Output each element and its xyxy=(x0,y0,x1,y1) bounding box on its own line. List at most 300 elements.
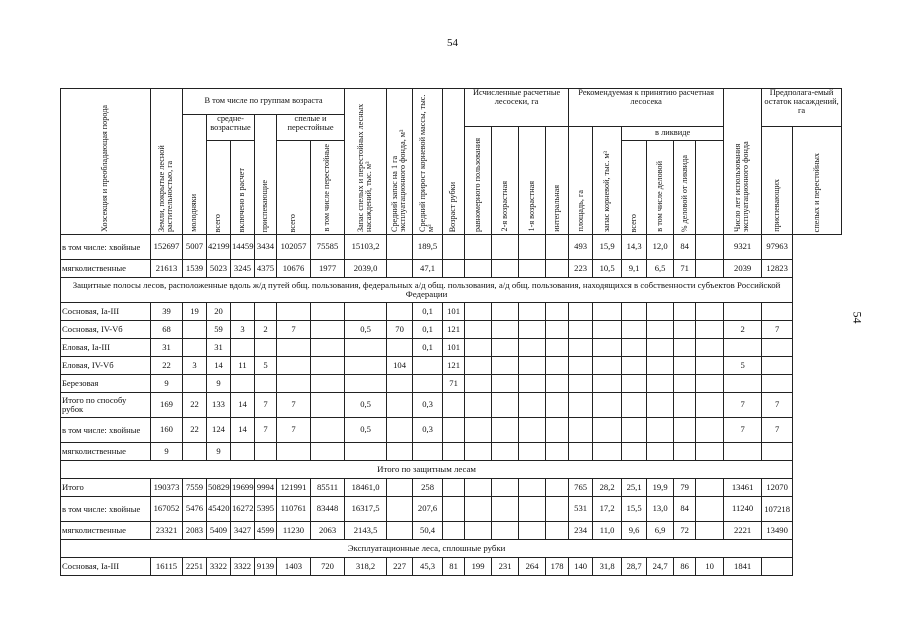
table-cell xyxy=(647,443,674,461)
table-cell: 16115 xyxy=(151,558,183,576)
table-cell xyxy=(255,375,277,393)
table-cell xyxy=(569,393,593,418)
table-row xyxy=(61,443,842,461)
table-cell xyxy=(345,357,387,375)
table-cell xyxy=(696,375,724,393)
table-cell xyxy=(647,357,674,375)
table-cell: 227 xyxy=(387,558,413,576)
table-cell: 0,3 xyxy=(413,393,443,418)
table-cell: 15,5 xyxy=(622,497,647,522)
table-cell: 11230 xyxy=(277,522,311,540)
table-row xyxy=(61,375,842,393)
table-cell: 42199 xyxy=(207,235,231,260)
table-cell: 9,6 xyxy=(622,522,647,540)
table-cell: 14 xyxy=(207,357,231,375)
table-cell xyxy=(519,375,546,393)
table-cell xyxy=(492,339,519,357)
table-cell xyxy=(465,443,492,461)
table-cell xyxy=(387,497,413,522)
table-row xyxy=(61,497,842,522)
table-cell: 3245 xyxy=(231,260,255,278)
section-title: Итого по защитным лесам xyxy=(61,461,793,479)
table-cell xyxy=(311,443,345,461)
table-cell: 31 xyxy=(151,339,183,357)
table-cell xyxy=(492,357,519,375)
table-cell xyxy=(519,418,546,443)
table-cell: 20 xyxy=(207,303,231,321)
table-cell xyxy=(443,443,465,461)
table-cell xyxy=(546,260,569,278)
table-cell xyxy=(696,235,724,260)
row-label: Еловая, Ia-III xyxy=(61,339,151,357)
table-cell xyxy=(519,393,546,418)
table-cell xyxy=(674,357,696,375)
table-cell xyxy=(519,303,546,321)
col-avg-stock: Средний запас на 1 га эксплуатационного фонда, м³ xyxy=(387,89,413,235)
table-cell: 12,0 xyxy=(647,235,674,260)
table-cell: 121 xyxy=(443,321,465,339)
table-cell: 39 xyxy=(151,303,183,321)
table-row xyxy=(61,558,842,576)
table-cell: 2083 xyxy=(183,522,207,540)
table-cell: 5007 xyxy=(183,235,207,260)
table-cell xyxy=(569,375,593,393)
table-cell xyxy=(622,393,647,418)
table-cell xyxy=(311,357,345,375)
table-cell: 169 xyxy=(151,393,183,418)
table-cell: 21613 xyxy=(151,260,183,278)
table-cell xyxy=(443,393,465,418)
table-cell xyxy=(696,357,724,375)
table-cell xyxy=(622,418,647,443)
table-cell: 31,8 xyxy=(593,558,622,576)
table-cell: 19699 xyxy=(231,479,255,497)
table-cell xyxy=(569,443,593,461)
table-cell xyxy=(546,357,569,375)
col-years: Число лет использования эксплуатационного фонда xyxy=(724,89,762,235)
table-cell xyxy=(311,339,345,357)
table-cell: 0,5 xyxy=(345,393,387,418)
group-remaining: Предполага-емый остаток насаждений, га xyxy=(762,89,842,127)
table-cell: 199 xyxy=(465,558,492,576)
table-cell: 83448 xyxy=(311,497,345,522)
table-cell: 3322 xyxy=(231,558,255,576)
table-cell xyxy=(277,357,311,375)
table-cell xyxy=(387,260,413,278)
table-cell: 14459 xyxy=(231,235,255,260)
table-cell: 12823 xyxy=(762,260,793,278)
col-calc-2: 2-я возрастная xyxy=(492,127,519,235)
col-rec-stock: запас корневой, тыс. м³ xyxy=(593,127,622,235)
table-cell xyxy=(696,321,724,339)
table-cell xyxy=(387,235,413,260)
table-cell xyxy=(674,443,696,461)
table-cell xyxy=(345,375,387,393)
table-cell xyxy=(277,375,311,393)
table-cell xyxy=(519,443,546,461)
table-cell: 0,1 xyxy=(413,321,443,339)
table-cell xyxy=(593,303,622,321)
table-cell: 7 xyxy=(724,393,762,418)
table-cell: 3 xyxy=(183,357,207,375)
table-cell xyxy=(674,303,696,321)
table-cell: 207,6 xyxy=(413,497,443,522)
table-cell xyxy=(443,235,465,260)
table-cell: 2221 xyxy=(724,522,762,540)
table-cell xyxy=(492,393,519,418)
table-cell: 50,4 xyxy=(413,522,443,540)
table-cell: 22 xyxy=(183,418,207,443)
col-calc-integral: интегральная xyxy=(546,127,569,235)
table-cell xyxy=(622,321,647,339)
row-label: Сосновая, Ia-III xyxy=(61,558,151,576)
table-cell xyxy=(519,497,546,522)
table-cell: 7 xyxy=(762,393,793,418)
table-cell: 0,1 xyxy=(413,303,443,321)
table-row xyxy=(61,339,842,357)
table-cell: 18461,0 xyxy=(345,479,387,497)
table-cell: 0,5 xyxy=(345,418,387,443)
table-cell xyxy=(387,339,413,357)
row-label: Сосновая, Ia-III xyxy=(61,303,151,321)
table-cell xyxy=(345,339,387,357)
table-cell: 0,3 xyxy=(413,418,443,443)
table-cell: 5 xyxy=(255,357,277,375)
table-cell xyxy=(674,321,696,339)
table-cell xyxy=(311,393,345,418)
table-cell: 28,2 xyxy=(593,479,622,497)
col-rem-mature: спелых и перестойных xyxy=(793,127,842,235)
table-cell: 531 xyxy=(569,497,593,522)
table-cell: 7 xyxy=(277,418,311,443)
table-cell xyxy=(696,339,724,357)
table-cell: 493 xyxy=(569,235,593,260)
table-cell: 2039,0 xyxy=(345,260,387,278)
table-cell: 7 xyxy=(277,321,311,339)
table-cell xyxy=(387,375,413,393)
table-cell xyxy=(724,339,762,357)
table-cell xyxy=(345,443,387,461)
row-label: Березовая xyxy=(61,375,151,393)
table-cell: 6,9 xyxy=(647,522,674,540)
section-row xyxy=(61,540,842,558)
table-cell xyxy=(647,321,674,339)
table-cell: 7 xyxy=(724,418,762,443)
table-cell: 2063 xyxy=(311,522,345,540)
col-approaching: приспевающие xyxy=(255,115,277,235)
table-cell xyxy=(465,235,492,260)
table-cell xyxy=(647,393,674,418)
table-cell xyxy=(231,303,255,321)
table-cell: 9 xyxy=(151,375,183,393)
table-cell xyxy=(622,339,647,357)
table-cell xyxy=(762,443,793,461)
table-cell: 45,3 xyxy=(413,558,443,576)
table-cell xyxy=(696,522,724,540)
col-young: молодняки xyxy=(183,115,207,235)
col-mid-incl: включено в расчет xyxy=(231,141,255,235)
table-cell xyxy=(465,357,492,375)
table-cell: 178 xyxy=(546,558,569,576)
table-cell: 121 xyxy=(443,357,465,375)
table-cell: 19,9 xyxy=(647,479,674,497)
table-cell: 167052 xyxy=(151,497,183,522)
table-cell xyxy=(647,339,674,357)
table-cell: 121991 xyxy=(277,479,311,497)
col-liq-pct: % деловой от ликвида xyxy=(674,141,696,235)
table-cell: 24,7 xyxy=(647,558,674,576)
table-cell xyxy=(277,443,311,461)
table-cell: 25,1 xyxy=(622,479,647,497)
table-cell xyxy=(492,497,519,522)
table-cell: 13490 xyxy=(762,522,793,540)
table-cell: 2 xyxy=(255,321,277,339)
table-cell xyxy=(183,339,207,357)
table-cell xyxy=(492,260,519,278)
table-cell: 84 xyxy=(674,235,696,260)
table-cell: 223 xyxy=(569,260,593,278)
table-cell xyxy=(465,479,492,497)
table-cell: 5409 xyxy=(207,522,231,540)
table-cell xyxy=(255,303,277,321)
table-cell: 97963 xyxy=(762,235,793,260)
table-cell xyxy=(387,479,413,497)
table-cell: 2039 xyxy=(724,260,762,278)
table-cell xyxy=(762,558,793,576)
col-calc-1: 1-я возрастная xyxy=(519,127,546,235)
table-cell xyxy=(546,393,569,418)
table-cell: 6,5 xyxy=(647,260,674,278)
table-cell xyxy=(277,339,311,357)
table-cell xyxy=(569,321,593,339)
table-cell xyxy=(622,357,647,375)
table-cell: 10,5 xyxy=(593,260,622,278)
col-avg-growth: Средний прирост корневой массы, тыс. м³ xyxy=(413,89,443,235)
table-cell: 133 xyxy=(207,393,231,418)
table-cell xyxy=(593,375,622,393)
table-cell: 71 xyxy=(443,375,465,393)
row-label: мягколиственные xyxy=(61,522,151,540)
table-cell xyxy=(465,393,492,418)
table-cell xyxy=(387,443,413,461)
table-cell: 3 xyxy=(231,321,255,339)
table-cell xyxy=(465,418,492,443)
table-cell xyxy=(492,303,519,321)
table-cell xyxy=(465,522,492,540)
section-title: Эксплуатационные леса, сплошные рубки xyxy=(61,540,793,558)
table-row xyxy=(61,260,842,278)
table-cell xyxy=(696,443,724,461)
table-cell: 234 xyxy=(569,522,593,540)
table-cell: 318,2 xyxy=(345,558,387,576)
table-cell: 15103,2 xyxy=(345,235,387,260)
table-cell: 14 xyxy=(231,393,255,418)
table-cell xyxy=(593,418,622,443)
table-cell xyxy=(311,303,345,321)
row-label: мягколиственные xyxy=(61,443,151,461)
table-cell xyxy=(387,303,413,321)
table-cell: 45420 xyxy=(207,497,231,522)
table-cell xyxy=(519,235,546,260)
col-rem-approaching: приспевающих xyxy=(762,127,793,235)
table-cell: 11240 xyxy=(724,497,762,522)
table-cell xyxy=(696,260,724,278)
table-cell: 765 xyxy=(569,479,593,497)
table-cell xyxy=(546,303,569,321)
table-row xyxy=(61,235,842,260)
table-cell xyxy=(465,497,492,522)
table-cell xyxy=(647,303,674,321)
table-cell: 47,1 xyxy=(413,260,443,278)
table-cell xyxy=(492,418,519,443)
table-cell xyxy=(762,375,793,393)
table-cell: 13,0 xyxy=(647,497,674,522)
table-cell: 258 xyxy=(413,479,443,497)
section-title: Защитные полосы лесов, расположенные вдоль ж/д путей общ. пользования, федеральных а/д общ. пользования, а/д общ. пользования, находящихся в собственности субъектов Российской Федерации xyxy=(61,278,793,303)
table-cell: 264 xyxy=(519,558,546,576)
table-cell xyxy=(546,235,569,260)
table-cell xyxy=(546,321,569,339)
group-mid: средне-возрастные xyxy=(207,115,255,141)
table-cell xyxy=(724,375,762,393)
table-cell xyxy=(231,443,255,461)
table-cell: 7 xyxy=(255,393,277,418)
table-cell: 75585 xyxy=(311,235,345,260)
table-cell xyxy=(492,235,519,260)
table-cell xyxy=(443,479,465,497)
table-cell: 4375 xyxy=(255,260,277,278)
table-cell xyxy=(647,418,674,443)
table-cell xyxy=(231,375,255,393)
table-cell xyxy=(696,497,724,522)
row-label: Еловая, IV-Vб xyxy=(61,357,151,375)
table-row xyxy=(61,479,842,497)
col-species: Хозсекция и преобладающая порода xyxy=(61,89,151,235)
table-cell xyxy=(465,303,492,321)
table-cell: 7 xyxy=(277,393,311,418)
table-cell: 68 xyxy=(151,321,183,339)
table-cell xyxy=(443,418,465,443)
table-cell xyxy=(413,357,443,375)
col-liq-business: в том числе деловой xyxy=(647,141,674,235)
table-cell xyxy=(546,522,569,540)
table-cell xyxy=(387,393,413,418)
table-cell xyxy=(443,497,465,522)
table-cell xyxy=(546,375,569,393)
table-cell xyxy=(622,303,647,321)
table-cell: 231 xyxy=(492,558,519,576)
col-stock: Запас спелых и перестойных лесных насаждений, тыс. м³ xyxy=(345,89,387,235)
row-label: в том числе: хвойные xyxy=(61,235,151,260)
table-cell xyxy=(492,522,519,540)
table-cell: 720 xyxy=(311,558,345,576)
table-cell xyxy=(546,339,569,357)
table-cell: 9994 xyxy=(255,479,277,497)
table-cell: 0,5 xyxy=(345,321,387,339)
table-cell xyxy=(674,418,696,443)
table-cell xyxy=(387,522,413,540)
table-cell: 10676 xyxy=(277,260,311,278)
table-cell: 7 xyxy=(762,321,793,339)
table-cell: 9,1 xyxy=(622,260,647,278)
table-row xyxy=(61,303,842,321)
table-cell xyxy=(519,522,546,540)
table-cell: 160 xyxy=(151,418,183,443)
table-cell xyxy=(465,375,492,393)
row-label: Сосновая, IV-Vб xyxy=(61,321,151,339)
side-page-number: 54 xyxy=(850,311,865,324)
table-cell xyxy=(762,303,793,321)
table-cell: 16272 xyxy=(231,497,255,522)
table-cell: 70 xyxy=(387,321,413,339)
table-cell xyxy=(492,443,519,461)
table-cell: 4599 xyxy=(255,522,277,540)
table-cell xyxy=(546,443,569,461)
table-cell xyxy=(465,339,492,357)
table-cell: 101 xyxy=(443,339,465,357)
table-cell xyxy=(519,339,546,357)
row-label: Итого xyxy=(61,479,151,497)
table-cell xyxy=(546,418,569,443)
table-cell xyxy=(465,321,492,339)
table-cell: 22 xyxy=(151,357,183,375)
table-cell xyxy=(311,418,345,443)
table-cell xyxy=(387,418,413,443)
table-cell xyxy=(311,321,345,339)
table-cell: 107218 xyxy=(762,497,793,522)
table-cell: 9 xyxy=(207,375,231,393)
table-cell: 10 xyxy=(696,558,724,576)
table-cell: 5395 xyxy=(255,497,277,522)
table-cell: 9 xyxy=(207,443,231,461)
table-cell xyxy=(492,479,519,497)
table-cell xyxy=(413,375,443,393)
table-cell: 19 xyxy=(183,303,207,321)
table-cell: 72 xyxy=(674,522,696,540)
table-cell: 101 xyxy=(443,303,465,321)
table-cell xyxy=(546,497,569,522)
table-row xyxy=(61,393,842,418)
table-cell xyxy=(255,443,277,461)
table-cell: 7 xyxy=(255,418,277,443)
table-cell xyxy=(569,339,593,357)
table-cell xyxy=(183,321,207,339)
row-label: в том числе: хвойные xyxy=(61,497,151,522)
table-cell: 110761 xyxy=(277,497,311,522)
table-cell: 189,5 xyxy=(413,235,443,260)
table-cell: 1841 xyxy=(724,558,762,576)
table-cell: 104 xyxy=(387,357,413,375)
col-mature-over: в том числе перестойные xyxy=(311,141,345,235)
table-cell: 3434 xyxy=(255,235,277,260)
table-cell xyxy=(443,522,465,540)
table-cell: 50829 xyxy=(207,479,231,497)
table-cell: 23321 xyxy=(151,522,183,540)
table-cell xyxy=(674,393,696,418)
table-cell xyxy=(465,260,492,278)
row-label: мягколиственные xyxy=(61,260,151,278)
table-cell: 3427 xyxy=(231,522,255,540)
table-cell xyxy=(593,443,622,461)
table-cell xyxy=(593,393,622,418)
table-row xyxy=(61,418,842,443)
table-cell xyxy=(724,443,762,461)
table-cell xyxy=(762,357,793,375)
table-cell: 14 xyxy=(231,418,255,443)
table-cell: 5476 xyxy=(183,497,207,522)
table-cell: 16317,5 xyxy=(345,497,387,522)
col-calc-uniform: равномерного пользования xyxy=(465,127,492,235)
